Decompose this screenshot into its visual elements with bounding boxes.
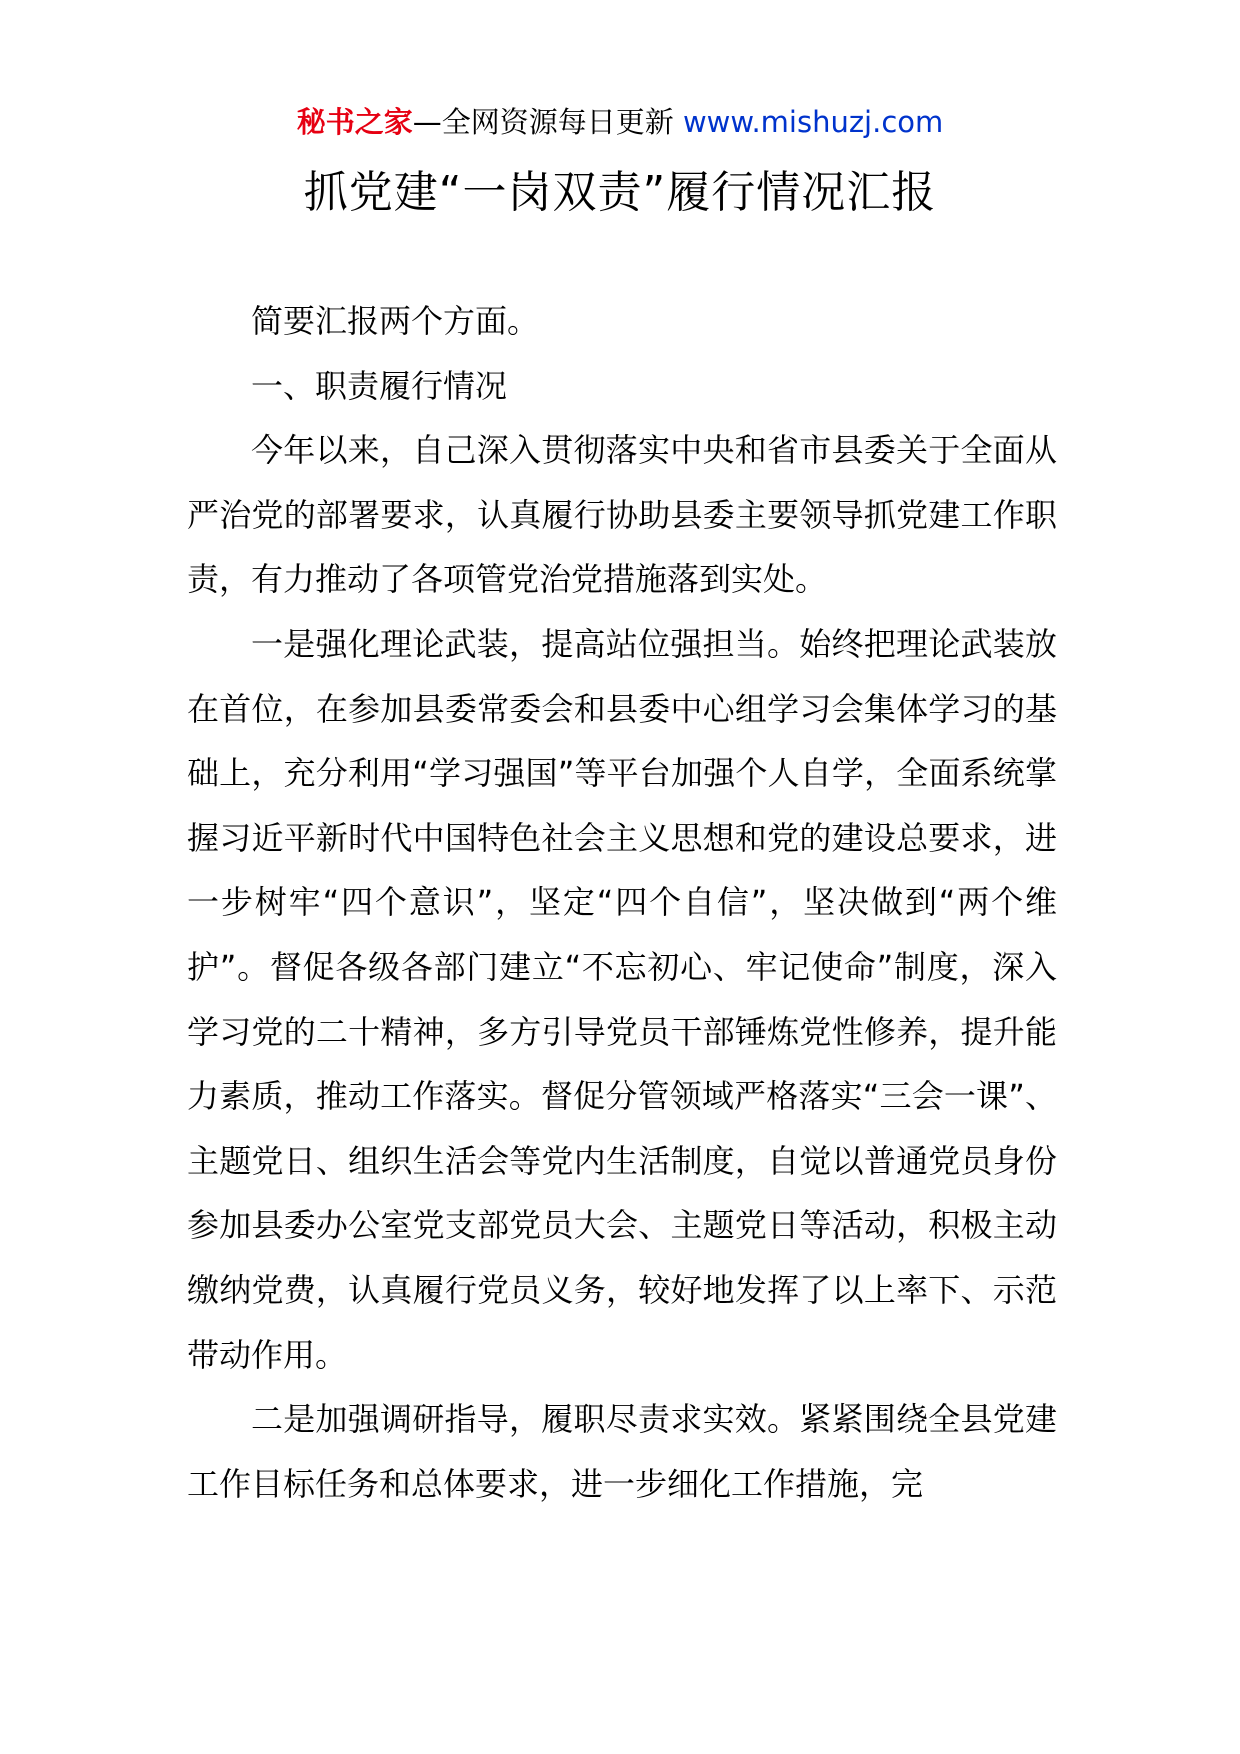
site-slogan: —全网资源每日更新 [412,105,683,139]
document-body [187,289,1057,1516]
site-brand: 秘书之家 [296,105,413,139]
paragraph-intro: 简要汇报两个方面。 [251,302,540,340]
site-header [0,100,1240,144]
section-heading-1: 一、职责履行情况 [251,366,508,405]
paragraph-research: 二是加强调研指导，履职尽责求实效。紧紧围绕全县党建工作目标任务和总体要求，进一步细化工作措施，完 [187,1400,1057,1503]
document-title: 抓党建“一岗双责”履行情况汇报 [303,167,937,218]
site-url[interactable]: www.mishuzj.com [682,105,944,139]
paragraph-overview: 今年以来，自己深入贯彻落实中央和省市县委关于全面从严治党的部署要求，认真履行协助县委主要领导抓党建工作职责，有力推动了各项管党治党措施落到实处。 [187,431,1057,599]
paragraph-theory: 一是强化理论武装，提高站位强担当。始终把理论武装放在首位，在参加县委常委会和县委中心组学习会集体学习的基础上，充分利用“学习强国”等平台加强个人自学，全面系统掌握习近平新时代中国特色社会主义思想和党的建设总要求，进一步树牢“四个意识”，坚定“四个自信”，坚决做到“两个维护”。督促各级各部门建立“不忘初心、牢记使命”制度，深入学习党的二十精神，多方引导党员干部锤炼党性修养，提升能力素质，推动工作落实。督促分管领域严格落实“三会一课”、主题党日、组织生活会等党内生活制度，自觉以普通党员身份参加县委办公室党支部党员大会、主题党日等活动，积极主动缴纳党费，认真履行党员义务，较好地发挥了以上率下、示范带动作用。 [187,624,1057,1374]
